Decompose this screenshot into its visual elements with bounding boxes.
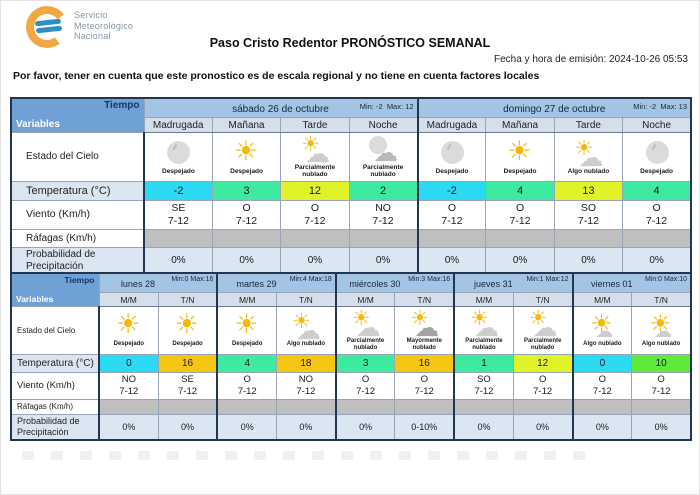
day-header-friday: viernes 01 Min:0 Max:10 [573, 273, 692, 293]
wind-cell [513, 372, 572, 399]
sky-cell [513, 307, 572, 355]
sky-condition: Mayormente nublado [406, 338, 442, 351]
day-header-wednesday: miércoles 30 Min:3 Max:16 [336, 273, 454, 293]
wind-cell [277, 372, 336, 399]
wind-direction: NO [121, 373, 136, 385]
wind-range: 7-12 [592, 385, 612, 397]
sky-condition: Algo nublado [567, 167, 610, 175]
period-header: Noche [349, 118, 417, 133]
temperature-cell: -2 [144, 181, 212, 200]
forecast-table-week [10, 272, 692, 441]
temperature-cell: 1 [454, 354, 513, 372]
precip-cell: 0% [632, 414, 691, 440]
precip-cell: 0% [454, 414, 513, 440]
wind-range: 7-12 [414, 385, 434, 397]
table-corner [11, 273, 99, 307]
sky-cell [281, 133, 349, 182]
precip-cell: 0% [336, 414, 395, 440]
moon-icon [156, 138, 200, 167]
wind-cell [158, 372, 217, 399]
temperature-cell: 3 [212, 181, 280, 200]
sun-icon [166, 311, 210, 340]
gust-cell [217, 399, 276, 414]
gust-cell [336, 399, 395, 414]
precip-cell: 0% [158, 414, 217, 440]
wind-cell [281, 200, 349, 229]
sky-cell [632, 307, 691, 355]
wind-range: 7-12 [119, 385, 139, 397]
day-header-thursday: jueves 31 Min:1 Max:12 [454, 273, 572, 293]
sky-cell [217, 307, 276, 355]
temperature-cell: 0 [99, 354, 158, 372]
sky-cell [623, 133, 691, 182]
sky-condition: Parcialmente nublado [362, 164, 404, 179]
period-header: M/M [99, 293, 158, 307]
gust-cell [632, 399, 691, 414]
precip-cell: 0% [277, 414, 336, 440]
gust-cell [281, 229, 349, 247]
period-header: Madrugada [144, 118, 212, 133]
emission-datetime: Fecha y hora de emisión: 2024-10-26 05:53 [493, 54, 688, 65]
logo-line: Servicio [74, 9, 108, 20]
precip-cell: 0% [418, 247, 486, 275]
temperature-cell: 2 [349, 181, 417, 200]
gust-cell [99, 399, 158, 414]
sun-dark-cloud-icon [402, 308, 446, 337]
gust-cell [212, 229, 280, 247]
sun-cloud-icon [293, 134, 337, 163]
sky-cell [158, 307, 217, 355]
row-label-wind: Viento (Km/h) [11, 372, 99, 399]
gust-cell [158, 399, 217, 414]
wind-cell [454, 372, 513, 399]
sky-condition: Despejado [113, 341, 145, 348]
temperature-cell: -2 [418, 181, 486, 200]
precip-cell: 0% [513, 414, 572, 440]
sun-icon [107, 311, 151, 340]
wind-direction: O [652, 201, 661, 214]
temperature-cell: 13 [554, 181, 622, 200]
wind-cell [99, 372, 158, 399]
day-name: sábado 26 de octubre [232, 104, 329, 115]
min-max: Min: -2 Max: 12 [359, 102, 414, 111]
gust-cell [454, 399, 513, 414]
sky-condition: Despejado [503, 167, 537, 175]
wind-direction: O [420, 373, 428, 385]
wind-direction: SO [580, 201, 597, 214]
day-header-saturday [144, 98, 418, 118]
sky-condition: Parcialmente nublado [294, 164, 336, 179]
logo-line: Meteorológico [74, 20, 134, 31]
wind-range: 7-12 [474, 385, 494, 397]
sky-cell [144, 133, 212, 182]
sun-cloud-icon [344, 308, 388, 337]
sky-condition: Despejado [172, 341, 203, 348]
gust-cell [573, 399, 632, 414]
period-header: T/N [513, 293, 572, 307]
sky-cell [573, 307, 632, 355]
temperature-cell: 12 [513, 354, 572, 372]
logo-line: Nacional [74, 31, 111, 42]
period-header: T/N [277, 293, 336, 307]
gust-cell [623, 229, 691, 247]
wind-direction: SO [477, 373, 491, 385]
wind-cell [632, 372, 691, 399]
sun-cloud-icon [462, 308, 506, 337]
wind-direction: O [538, 373, 547, 385]
sky-condition: Algo nublado [583, 341, 622, 348]
wind-direction: O [310, 201, 320, 214]
precip-cell: 0% [99, 414, 158, 440]
sun-icon [225, 138, 269, 167]
period-header: M/M [336, 293, 395, 307]
wind-range: 7-12 [372, 214, 394, 227]
row-label-precipitation: Probabilidad de Precipitación [11, 247, 144, 275]
moon-cloud-icon [361, 134, 405, 163]
sky-condition: Despejado [230, 167, 263, 175]
wind-range: 7-12 [577, 214, 599, 227]
wind-cell [336, 372, 395, 399]
variables-label: Variables [16, 294, 54, 304]
temperature-cell: 16 [395, 354, 454, 372]
sky-cell [212, 133, 280, 182]
min-max: Min: -2 Max: 13 [633, 102, 687, 111]
day-header-tuesday: martes 29 Min:4 Max:18 [217, 273, 335, 293]
wind-direction: NO [375, 201, 391, 214]
wind-range: 7-12 [236, 214, 258, 227]
period-header: Noche [623, 118, 691, 133]
wind-direction: O [657, 373, 665, 385]
forecast-table-weekend [10, 97, 692, 276]
precip-cell: 0% [144, 247, 212, 275]
wind-direction: O [515, 201, 525, 214]
sun-icon [225, 311, 269, 340]
sky-condition: Despejado [435, 167, 469, 175]
period-header: Mañana [212, 118, 280, 133]
variables-label: Variables [16, 119, 60, 130]
sky-condition: Parcialmente nublado [523, 338, 562, 351]
precip-cell: 0% [212, 247, 280, 275]
precip-cell: 0% [573, 414, 632, 440]
sky-condition: Despejado [232, 341, 263, 348]
period-header: M/M [217, 293, 276, 307]
sky-cell [486, 133, 554, 182]
precip-cell: 0% [554, 247, 622, 275]
period-header: T/N [632, 293, 691, 307]
temperature-cell: 4 [217, 354, 276, 372]
temperature-cell: 16 [158, 354, 217, 372]
precip-cell: 0% [217, 414, 276, 440]
wind-range: 7-12 [304, 214, 326, 227]
sky-condition: Parcialmente nublado [465, 338, 503, 351]
wind-direction: O [447, 201, 457, 214]
sky-cell [554, 133, 622, 182]
wind-direction: O [243, 373, 251, 385]
period-header: M/M [454, 293, 513, 307]
temperature-cell: 12 [281, 181, 349, 200]
wind-range: 7-12 [296, 385, 316, 397]
period-header: Madrugada [418, 118, 486, 133]
temperature-cell: 4 [486, 181, 554, 200]
sky-cell [99, 307, 158, 355]
wind-cell [144, 200, 212, 229]
temperature-cell: 3 [336, 354, 395, 372]
gust-cell [349, 229, 417, 247]
temperature-cell: 10 [632, 354, 691, 372]
sun-cloud-icon [639, 311, 683, 340]
tiempo-label: Tiempo [64, 275, 95, 285]
footer-strip [22, 451, 682, 460]
wind-cell [395, 372, 454, 399]
wind-cell [486, 200, 554, 229]
sky-cell [277, 307, 336, 355]
sun-cloud-icon [521, 308, 565, 337]
wind-direction: O [361, 373, 370, 385]
row-label-gusts: Ráfagas (Km/h) [11, 229, 144, 247]
sun-cloud-icon [566, 138, 610, 167]
wind-cell [217, 372, 276, 399]
sky-condition: Parcialmente nublado [346, 338, 385, 351]
moon-icon [430, 138, 474, 167]
period-header: Tarde [281, 118, 349, 133]
period-header: T/N [395, 293, 454, 307]
gust-cell [418, 229, 486, 247]
sky-condition: Algo nublado [641, 341, 681, 348]
gust-cell [277, 399, 336, 414]
day-name: domingo 27 de octubre [503, 104, 606, 115]
wind-cell [623, 200, 691, 229]
temperature-cell: 4 [623, 181, 691, 200]
sky-condition: Algo nublado [286, 341, 326, 348]
sky-cell [454, 307, 513, 355]
day-header-sunday [418, 98, 692, 118]
sky-condition: Despejado [162, 167, 195, 175]
wind-direction: SE [181, 373, 194, 385]
temperature-cell: 18 [277, 354, 336, 372]
wind-cell [212, 200, 280, 229]
period-header: M/M [573, 293, 632, 307]
temperature-cell: 0 [573, 354, 632, 372]
precip-cell: 0-10% [395, 414, 454, 440]
wind-direction: SE [171, 201, 186, 214]
precip-cell: 0% [623, 247, 691, 275]
gust-cell [486, 229, 554, 247]
wind-cell [554, 200, 622, 229]
wind-cell [349, 200, 417, 229]
period-header: T/N [158, 293, 217, 307]
row-label-temperature: Temperatura (°C) [11, 181, 144, 200]
tiempo-label: Tiempo [104, 100, 140, 111]
wind-range: 7-12 [356, 385, 376, 397]
row-label-temperature: Temperatura (°C) [11, 354, 99, 372]
sky-cell [336, 307, 395, 355]
wind-range: 7-12 [651, 385, 671, 397]
period-header: Mañana [486, 118, 554, 133]
wind-range: 7-12 [441, 214, 463, 227]
row-label-sky: Estado del Cielo [11, 133, 144, 182]
gust-cell [554, 229, 622, 247]
day-header-monday: lunes 28 Min:0 Max:16 [99, 273, 217, 293]
row-label-wind: Viento (Km/h) [11, 200, 144, 229]
gust-cell [395, 399, 454, 414]
precip-cell: 0% [349, 247, 417, 275]
wind-direction: O [242, 201, 251, 214]
row-label-gusts: Ráfagas (Km/h) [11, 399, 99, 414]
gust-cell [144, 229, 212, 247]
precip-cell: 0% [486, 247, 554, 275]
sky-cell [349, 133, 417, 182]
row-label-precipitation: Probabilidad de Precipitación [11, 414, 99, 440]
sun-cloud-icon [284, 311, 328, 340]
sun-icon [498, 138, 542, 167]
sky-cell [395, 307, 454, 355]
wind-range: 7-12 [167, 214, 189, 227]
moon-icon [635, 138, 679, 167]
wind-range: 7-12 [237, 385, 257, 397]
gust-cell [513, 399, 572, 414]
sun-cloud-icon [580, 311, 624, 340]
wind-cell [573, 372, 632, 399]
precip-cell: 0% [281, 247, 349, 275]
wind-direction: NO [298, 373, 314, 385]
wind-cell [418, 200, 486, 229]
wind-range: 7-12 [533, 385, 553, 397]
wind-range: 7-12 [509, 214, 531, 227]
wind-direction: O [598, 373, 607, 385]
table-corner [11, 98, 144, 133]
sky-cell [418, 133, 486, 182]
wind-range: 7-12 [178, 385, 198, 397]
wind-range: 7-12 [646, 214, 668, 227]
sky-condition: Despejado [640, 167, 673, 175]
period-header: Tarde [554, 118, 622, 133]
row-label-sky: Estado del Cielo [11, 307, 99, 355]
disclaimer-note: Por favor, tener en cuenta que este pronostico es de escala regional y no tiene en cuenta factores locales [13, 70, 540, 82]
page-title: Paso Cristo Redentor PRONÓSTICO SEMANAL [209, 36, 491, 50]
